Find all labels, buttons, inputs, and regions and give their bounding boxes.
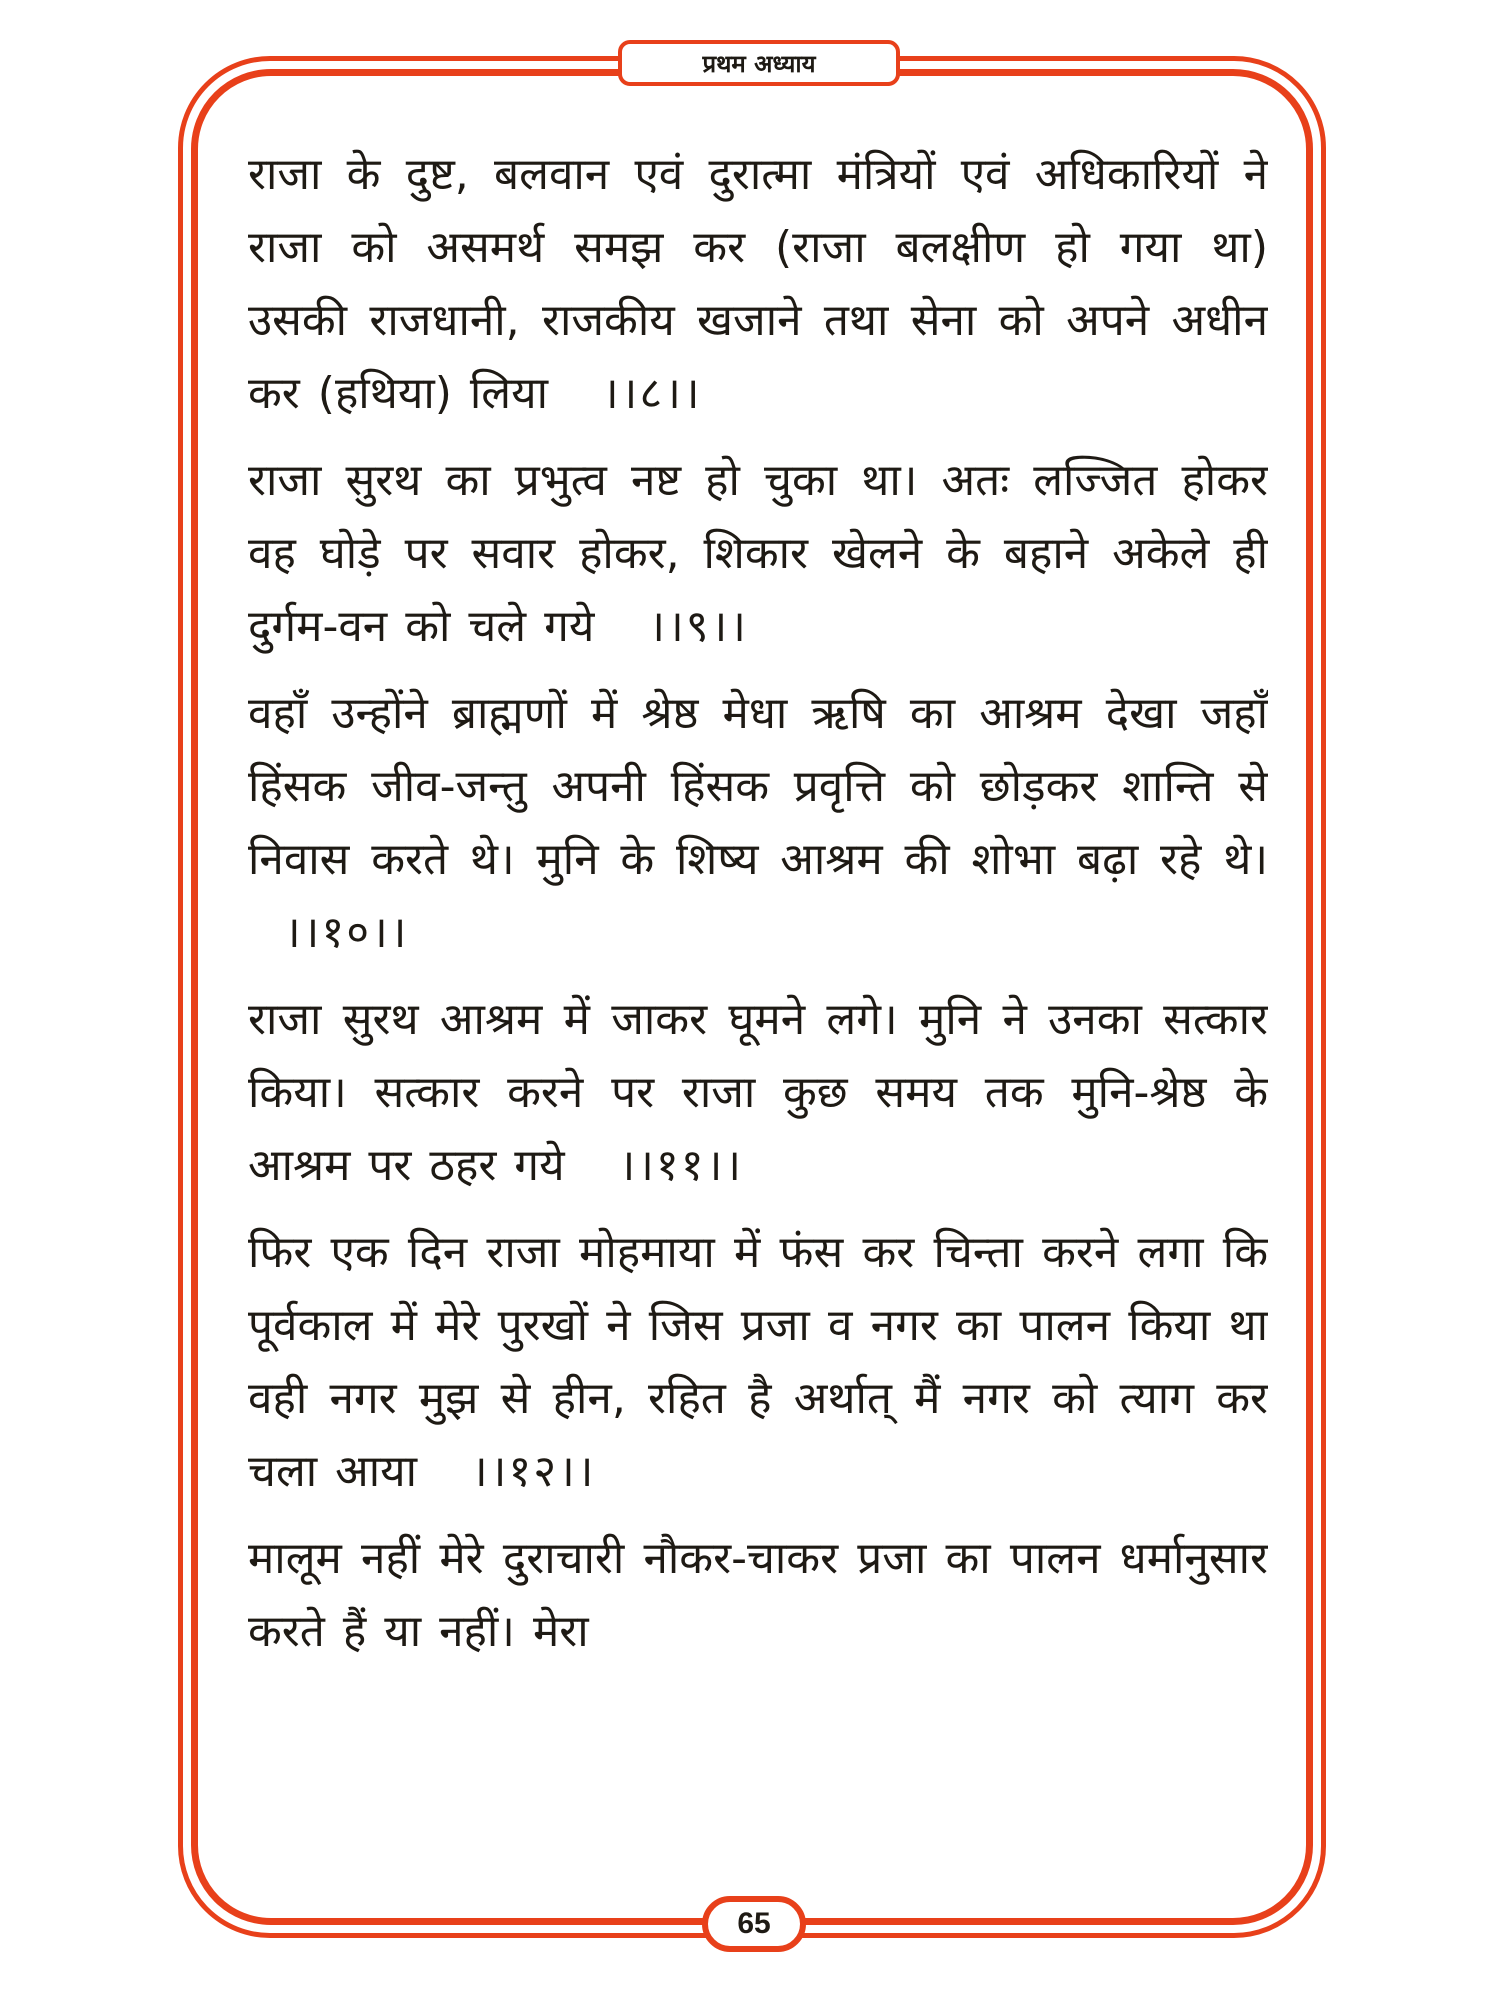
verse-number: ।।१२।। (471, 1446, 596, 1497)
page-number: 65 (702, 1896, 806, 1952)
page-body (248, 138, 1268, 1878)
paragraph-text: राजा के दुष्ट, बलवान एवं दुरात्मा मंत्रियों एवं अधिकारियों ने राजा को असमर्थ समझ कर (राजा बलक्षीण हो गया था) उसकी राजधानी, राजकीय खजाने तथा सेना को अपने अधीन कर (हथिया) लिया (248, 149, 1268, 419)
paragraph-10 (248, 677, 1268, 969)
paragraph-text: फिर एक दिन राजा मोहमाया में फंस कर चिन्ता करने लगा कि पूर्वकाल में मेरे पुरखों ने जिस प्रजा व नगर का पालन किया था वही नगर मुझ से हीन, रहित है अर्थात् मैं नगर को त्याग कर चला आया (248, 1227, 1268, 1497)
paragraph-12 (248, 1216, 1268, 1508)
paragraph-text: वहाँ उन्होंने ब्राह्मणों में श्रेष्ठ मेधा ऋषि का आश्रम देखा जहाँ हिंसक जीव-जन्तु अपनी हिंसक प्रवृत्ति को छोड़कर शान्ति से निवास करते थे। मुनि के शिष्य आश्रम की शोभा बढ़ा रहे थे। (248, 688, 1268, 885)
paragraph-11 (248, 983, 1268, 1202)
verse-number: ।।८।। (602, 368, 702, 419)
paragraph-13 (248, 1522, 1268, 1668)
paragraph-text: राजा सुरथ का प्रभुत्व नष्ट हो चुका था। अतः लज्जित होकर वह घोड़े पर सवार होकर, शिकार खेलने के बहाने अकेले ही दुर्गम-वन को चले गये (248, 455, 1268, 652)
verse-number: ।।१०।। (283, 907, 409, 958)
paragraph-text: राजा सुरथ आश्रम में जाकर घूमने लगे। मुनि ने उनका सत्कार किया। सत्कार करने पर राजा कुछ समय तक मुनि-श्रेष्ठ के आश्रम पर ठहर गये (248, 994, 1268, 1191)
verse-number: ।।९।। (648, 601, 748, 652)
chapter-title: प्रथम अध्याय (618, 40, 900, 86)
paragraph-text: मालूम नहीं मेरे दुराचारी नौकर-चाकर प्रजा का पालन धर्मानुसार करते हैं या नहीं। मेरा (248, 1533, 1268, 1657)
verse-number: ।।११।। (618, 1140, 744, 1191)
paragraph-8 (248, 138, 1268, 430)
paragraph-9 (248, 444, 1268, 663)
